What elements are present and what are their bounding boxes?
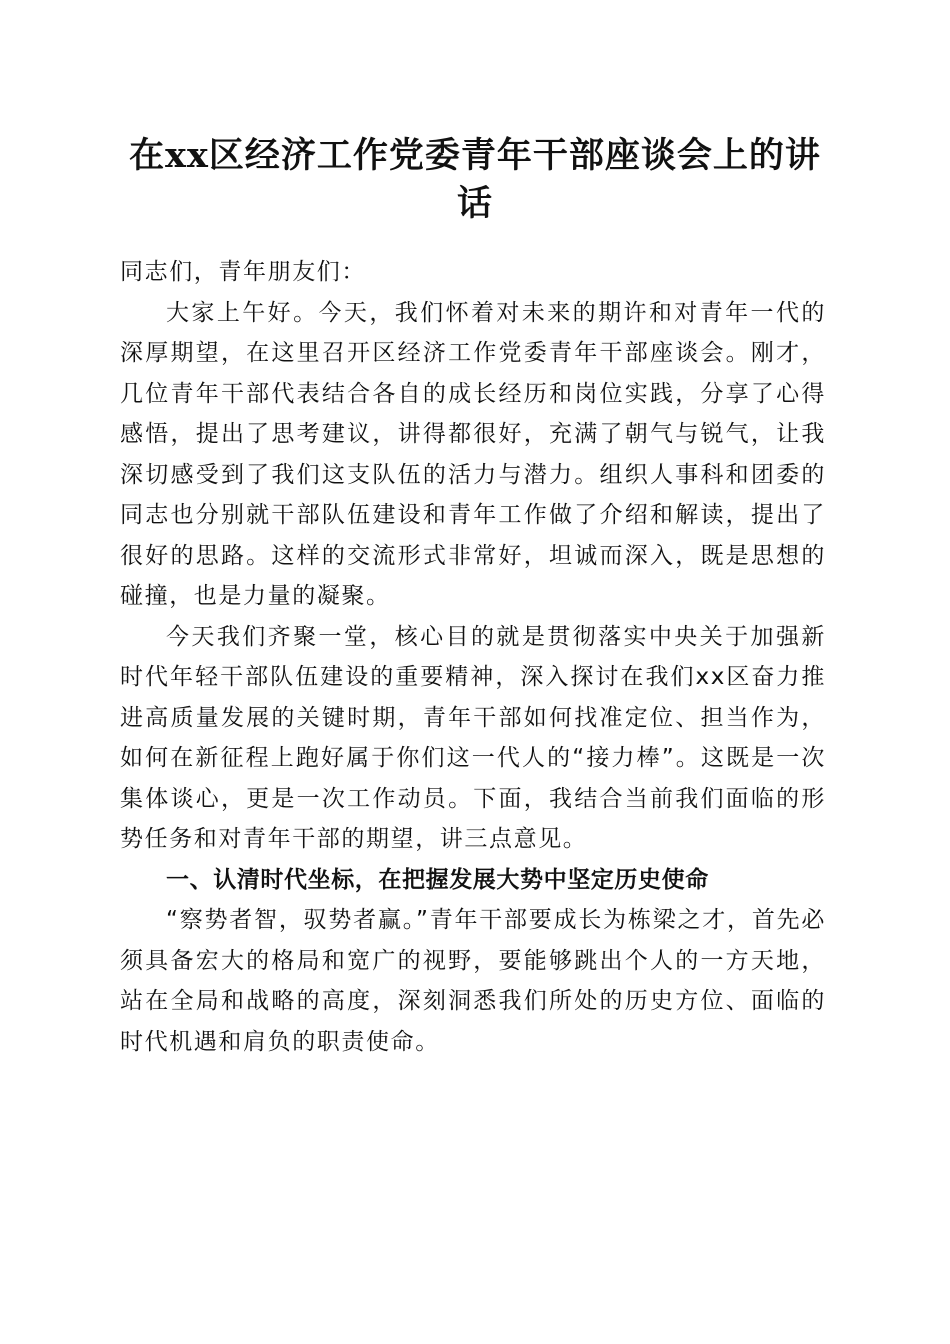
paragraph-purpose: 今天我们齐聚一堂，核心目的就是贯彻落实中央关于加强新时代年轻干部队伍建设的重要精神，深入探讨在我们xx区奋力推进高质量发展的关键时期，青年干部如何找准定位、担当作为，如何在新征程上跑好属于你们这一代人的“接力棒”。这既是一次集体谈心，更是一次工作动员。下面，我结合当前我们面临的形势任务和对青年干部的期望，讲三点意见。 [120, 623, 826, 852]
document-body [120, 252, 826, 1062]
paragraph-opening: 大家上午好。今天，我们怀着对未来的期许和对青年一代的深厚期望，在这里召开区经济工作党委青年干部座谈会。刚才，几位青年干部代表结合各自的成长经历和岗位实践，分享了心得感悟，提出了思考建议，讲得都很好，充满了朝气与锐气，让我深切感受到了我们这支队伍的活力与潜力。组织人事科和团委的同志也分别就干部队伍建设和青年工作做了介绍和解读，提出了很好的思路。这样的交流形式非常好，坦诚而深入，既是思想的碰撞，也是力量的凝聚。 [120, 299, 826, 609]
section-heading: 一、认清时代坐标，在把握发展大势中坚定历史使命 [166, 866, 709, 893]
document-title: 在xx区经济工作党委青年干部座谈会上的讲话 [129, 135, 821, 224]
salutation: 同志们，青年朋友们： [120, 259, 366, 285]
paragraph-section-one: “察势者智，驭势者赢。”青年干部要成长为栋梁之才，首先必须具备宏大的格局和宽广的视野，要能够跳出个人的一方天地，站在全局和战略的高度，深刻洞悉我们所处的历史方位、面临的时代机遇和肩负的职责使命。 [120, 907, 826, 1055]
